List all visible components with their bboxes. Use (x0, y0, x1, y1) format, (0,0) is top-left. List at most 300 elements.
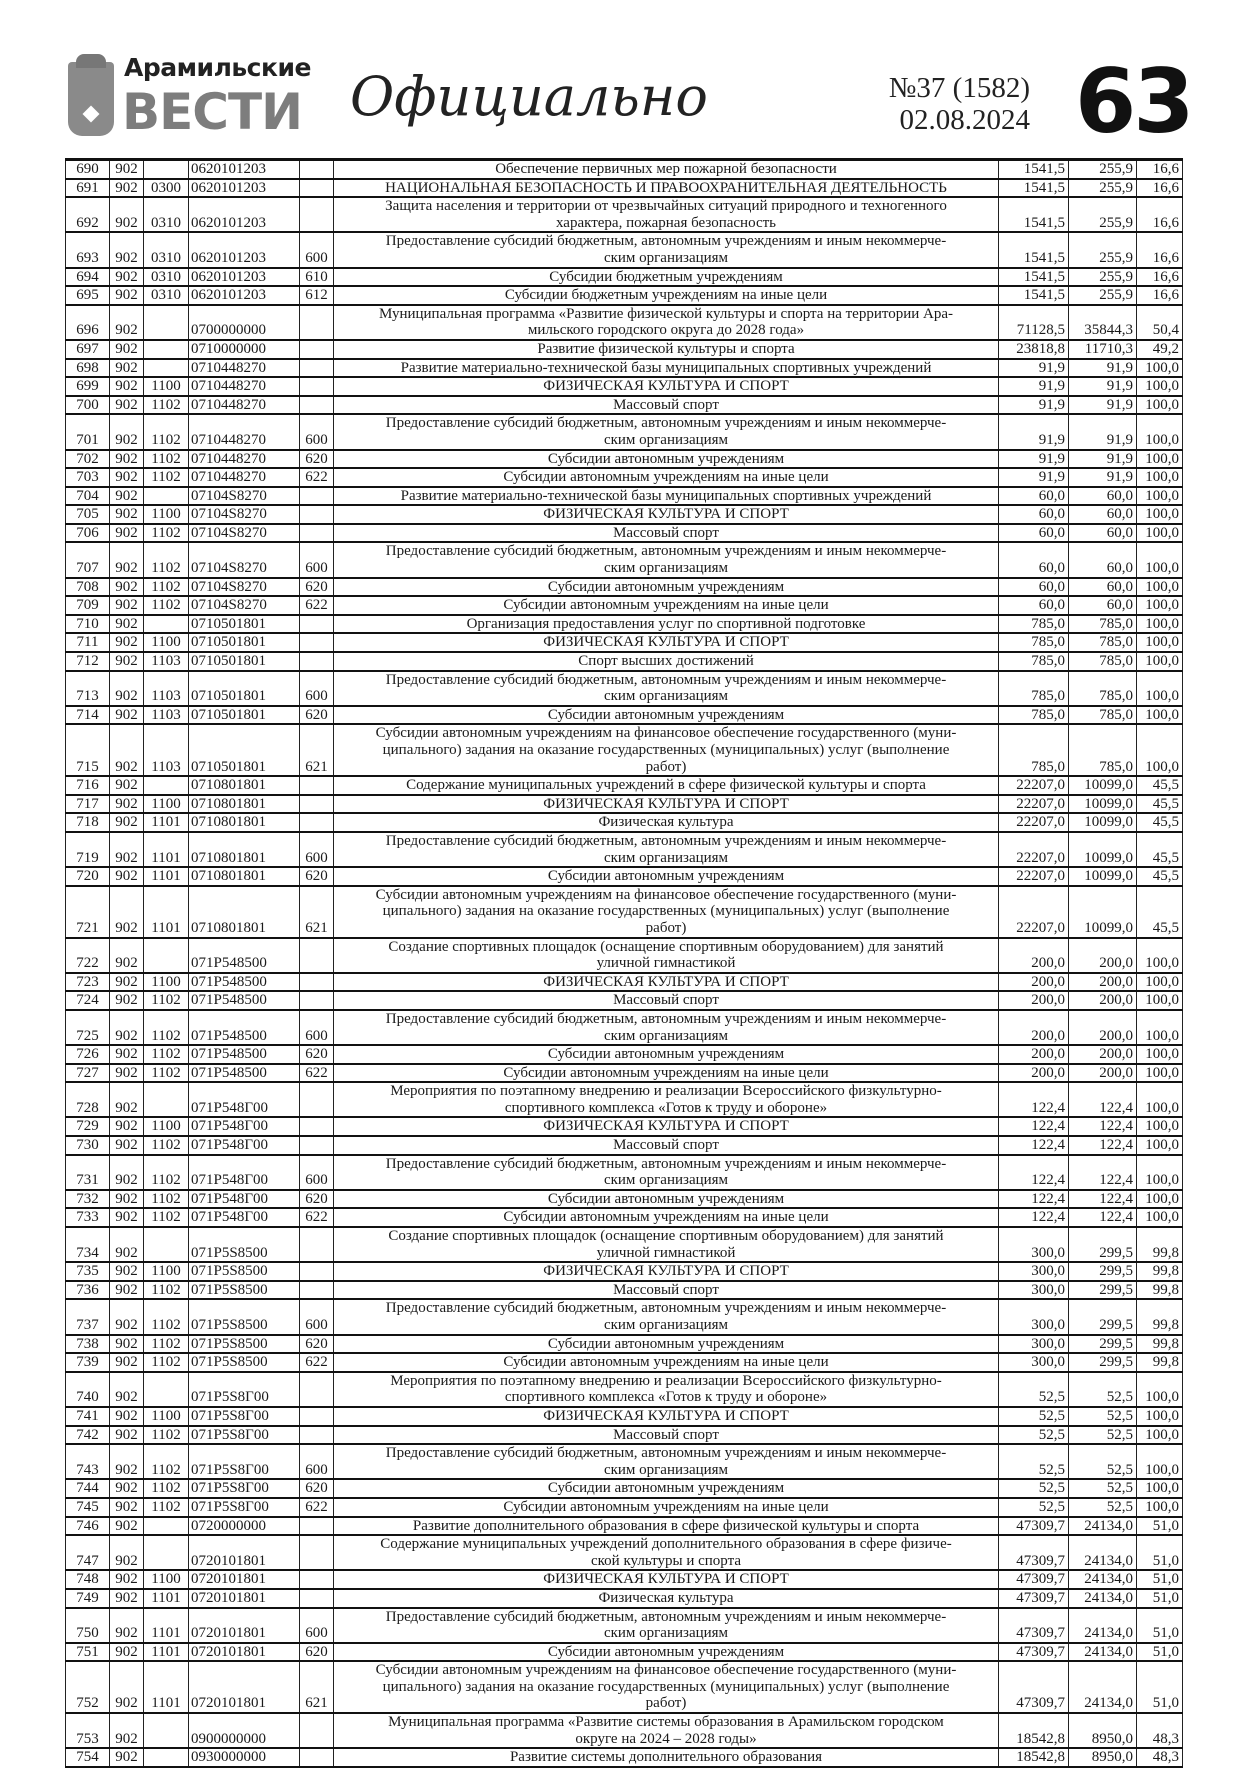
target-code-cell: 071P5S8500 (189, 1353, 300, 1372)
table-row (66, 1372, 1183, 1407)
target-code-cell: 0710448270 (189, 359, 300, 378)
section-code-cell: 0310 (144, 286, 189, 305)
execution-percent-cell: 51,0 (1137, 1589, 1183, 1608)
row-number-cell: 739 (66, 1353, 110, 1372)
executed-amount-cell: 785,0 (1069, 652, 1137, 671)
section-code-cell: 1101 (144, 867, 189, 886)
description-cell (334, 1136, 999, 1155)
expense-type-cell: 620 (300, 1190, 334, 1209)
executed-amount-cell: 10099,0 (1069, 795, 1137, 814)
description-cell (334, 1444, 999, 1479)
executed-amount-cell: 200,0 (1069, 973, 1137, 992)
target-code-cell: 071P5S8500 (189, 1299, 300, 1334)
description-line: ФИЗИЧЕСКАЯ КУЛЬТУРА И СПОРТ (543, 1407, 789, 1424)
planned-amount-cell: 60,0 (999, 487, 1069, 506)
executed-amount-cell: 60,0 (1069, 596, 1137, 615)
admin-code-cell: 902 (110, 1608, 144, 1643)
description-cell (334, 1117, 999, 1136)
execution-percent-cell: 49,2 (1137, 340, 1183, 359)
row-number-cell: 712 (66, 652, 110, 671)
target-code-cell: 071P548500 (189, 1045, 300, 1064)
execution-percent-cell: 100,0 (1137, 724, 1183, 776)
table-row (66, 813, 1183, 832)
budget-table-body (66, 160, 1183, 1767)
description-line: ским организациям (603, 560, 729, 577)
planned-amount-cell: 122,4 (999, 1190, 1069, 1209)
admin-code-cell: 902 (110, 197, 144, 232)
budget-table-wrapper (65, 158, 1182, 1768)
execution-percent-cell: 99,8 (1137, 1227, 1183, 1262)
description-line: уличной гимнастикой (596, 1244, 736, 1261)
description-cell (334, 938, 999, 973)
expense-type-cell: 610 (300, 268, 334, 287)
execution-percent-cell: 100,0 (1137, 1426, 1183, 1445)
table-row (66, 1335, 1183, 1354)
executed-amount-cell: 60,0 (1069, 524, 1137, 543)
description-line: Предоставление субсидий бюджетным, автономным учреждениям и иным некоммерче- (385, 1445, 947, 1462)
planned-amount-cell: 23818,8 (999, 340, 1069, 359)
expense-type-cell (300, 340, 334, 359)
section-code-cell: 1102 (144, 991, 189, 1010)
description-line: Субсидии бюджетным учреждениям на иные цели (504, 287, 828, 304)
row-number-cell: 707 (66, 542, 110, 577)
admin-code-cell: 902 (110, 1064, 144, 1083)
row-number-cell: 703 (66, 468, 110, 487)
description-cell (334, 1372, 999, 1407)
description-line: Субсидии автономным учреждениям (547, 450, 785, 467)
expense-type-cell (300, 487, 334, 506)
section-code-cell: 1102 (144, 1444, 189, 1479)
execution-percent-cell: 100,0 (1137, 578, 1183, 597)
planned-amount-cell: 122,4 (999, 1208, 1069, 1227)
description-cell (334, 1713, 999, 1748)
expense-type-cell (300, 1713, 334, 1748)
planned-amount-cell: 785,0 (999, 671, 1069, 706)
expense-type-cell (300, 1570, 334, 1589)
description-cell (334, 1335, 999, 1354)
description-cell (334, 414, 999, 449)
section-code-cell: 1103 (144, 652, 189, 671)
issue-number: №37 (1582) (888, 72, 1030, 104)
executed-amount-cell: 785,0 (1069, 724, 1137, 776)
description-cell (334, 1155, 999, 1190)
description-cell (334, 179, 999, 198)
table-row (66, 795, 1183, 814)
admin-code-cell: 902 (110, 867, 144, 886)
execution-percent-cell: 100,0 (1137, 652, 1183, 671)
description-line: НАЦИОНАЛЬНАЯ БЕЗОПАСНОСТЬ И ПРАВООХРАНИТЕЛЬНАЯ ДЕЯТЕЛЬНОСТЬ (385, 179, 947, 196)
admin-code-cell: 902 (110, 377, 144, 396)
row-number-cell: 746 (66, 1517, 110, 1536)
section-code-cell (144, 1372, 189, 1407)
planned-amount-cell: 47309,7 (999, 1661, 1069, 1713)
expense-type-cell: 621 (300, 886, 334, 938)
target-code-cell: 071P548Г00 (189, 1155, 300, 1190)
table-row (66, 578, 1183, 597)
planned-amount-cell: 1541,5 (999, 197, 1069, 232)
description-cell (334, 724, 999, 776)
table-row (66, 197, 1183, 232)
expense-type-cell (300, 615, 334, 634)
description-line: Субсидии автономным учреждениям (547, 1190, 785, 1207)
table-row (66, 867, 1183, 886)
admin-code-cell: 902 (110, 1010, 144, 1045)
description-line: Субсидии автономным учреждениям на иные цели (503, 1064, 829, 1081)
planned-amount-cell: 91,9 (999, 396, 1069, 415)
description-line: Создание спортивных площадок (оснащение спортивным оборудованием) для занятий (388, 938, 944, 955)
description-line: ФИЗИЧЕСКАЯ КУЛЬТУРА И СПОРТ (543, 973, 789, 990)
target-code-cell: 071P548Г00 (189, 1136, 300, 1155)
table-row (66, 1570, 1183, 1589)
description-cell (334, 1535, 999, 1570)
planned-amount-cell: 60,0 (999, 524, 1069, 543)
execution-percent-cell: 100,0 (1137, 487, 1183, 506)
description-line: спортивного комплекса «Готов к труду и обороне» (504, 1099, 828, 1116)
admin-code-cell: 902 (110, 487, 144, 506)
table-row (66, 1010, 1183, 1045)
description-line: Предоставление субсидий бюджетным, автономным учреждениям и иным некоммерче- (385, 832, 947, 849)
execution-percent-cell: 50,4 (1137, 305, 1183, 340)
admin-code-cell: 902 (110, 633, 144, 652)
table-row (66, 1643, 1183, 1662)
expense-type-cell (300, 1517, 334, 1536)
section-code-cell: 1102 (144, 1479, 189, 1498)
row-number-cell: 714 (66, 706, 110, 725)
row-number-cell: 747 (66, 1535, 110, 1570)
execution-percent-cell: 100,0 (1137, 938, 1183, 973)
table-row (66, 596, 1183, 615)
description-cell (334, 1608, 999, 1643)
target-code-cell: 07104S8270 (189, 487, 300, 506)
admin-code-cell: 902 (110, 414, 144, 449)
row-number-cell: 713 (66, 671, 110, 706)
executed-amount-cell: 60,0 (1069, 578, 1137, 597)
description-line: ФИЗИЧЕСКАЯ КУЛЬТУРА И СПОРТ (543, 506, 789, 523)
row-number-cell: 741 (66, 1407, 110, 1426)
description-cell (334, 596, 999, 615)
admin-code-cell: 902 (110, 524, 144, 543)
description-line: работ) (645, 919, 687, 936)
planned-amount-cell: 91,9 (999, 377, 1069, 396)
row-number-cell: 696 (66, 305, 110, 340)
table-row (66, 1426, 1183, 1445)
target-code-cell: 07104S8270 (189, 505, 300, 524)
description-cell (334, 1082, 999, 1117)
section-code-cell: 1101 (144, 886, 189, 938)
description-cell (334, 505, 999, 524)
description-cell (334, 1643, 999, 1662)
admin-code-cell: 902 (110, 1589, 144, 1608)
description-line: Создание спортивных площадок (оснащение спортивным оборудованием) для занятий (388, 1228, 944, 1245)
table-row (66, 542, 1183, 577)
executed-amount-cell: 8950,0 (1069, 1748, 1137, 1767)
planned-amount-cell: 91,9 (999, 414, 1069, 449)
planned-amount-cell: 47309,7 (999, 1643, 1069, 1662)
planned-amount-cell: 122,4 (999, 1082, 1069, 1117)
executed-amount-cell: 10099,0 (1069, 867, 1137, 886)
target-code-cell: 0620101203 (189, 286, 300, 305)
executed-amount-cell: 24134,0 (1069, 1608, 1137, 1643)
target-code-cell: 0710801801 (189, 776, 300, 795)
section-code-cell: 1102 (144, 524, 189, 543)
admin-code-cell: 902 (110, 542, 144, 577)
planned-amount-cell: 300,0 (999, 1353, 1069, 1372)
section-code-cell: 1102 (144, 396, 189, 415)
target-code-cell: 0720101801 (189, 1608, 300, 1643)
planned-amount-cell: 1541,5 (999, 286, 1069, 305)
expense-type-cell: 600 (300, 542, 334, 577)
target-code-cell: 0720101801 (189, 1570, 300, 1589)
section-code-cell (144, 938, 189, 973)
description-line: ФИЗИЧЕСКАЯ КУЛЬТУРА И СПОРТ (543, 634, 789, 651)
section-code-cell: 1102 (144, 1498, 189, 1517)
section-code-cell (144, 776, 189, 795)
expense-type-cell (300, 1372, 334, 1407)
expense-type-cell (300, 1262, 334, 1281)
description-cell (334, 160, 999, 179)
target-code-cell: 071P548500 (189, 991, 300, 1010)
admin-code-cell: 902 (110, 160, 144, 179)
execution-percent-cell: 100,0 (1137, 671, 1183, 706)
description-cell (334, 450, 999, 469)
executed-amount-cell: 299,5 (1069, 1262, 1137, 1281)
execution-percent-cell: 45,5 (1137, 867, 1183, 886)
planned-amount-cell: 200,0 (999, 1045, 1069, 1064)
execution-percent-cell: 100,0 (1137, 414, 1183, 449)
expense-type-cell (300, 505, 334, 524)
section-code-cell (144, 487, 189, 506)
row-number-cell: 752 (66, 1661, 110, 1713)
description-line: ФИЗИЧЕСКАЯ КУЛЬТУРА И СПОРТ (543, 1263, 789, 1280)
admin-code-cell: 902 (110, 1136, 144, 1155)
row-number-cell: 729 (66, 1117, 110, 1136)
row-number-cell: 738 (66, 1335, 110, 1354)
section-code-cell: 1102 (144, 1281, 189, 1300)
row-number-cell: 726 (66, 1045, 110, 1064)
admin-code-cell: 902 (110, 973, 144, 992)
execution-percent-cell: 51,0 (1137, 1661, 1183, 1713)
table-row (66, 1190, 1183, 1209)
row-number-cell: 722 (66, 938, 110, 973)
description-line: ФИЗИЧЕСКАЯ КУЛЬТУРА И СПОРТ (543, 1571, 789, 1588)
row-number-cell: 711 (66, 633, 110, 652)
executed-amount-cell: 785,0 (1069, 671, 1137, 706)
expense-type-cell: 600 (300, 232, 334, 267)
executed-amount-cell: 91,9 (1069, 396, 1137, 415)
executed-amount-cell: 299,5 (1069, 1281, 1137, 1300)
expense-type-cell (300, 1227, 334, 1262)
description-line: Предоставление субсидий бюджетным, автономным учреждениям и иным некоммерче- (385, 543, 947, 560)
planned-amount-cell: 22207,0 (999, 813, 1069, 832)
execution-percent-cell: 100,0 (1137, 450, 1183, 469)
expense-type-cell (300, 973, 334, 992)
execution-percent-cell: 100,0 (1137, 1208, 1183, 1227)
description-line: ФИЗИЧЕСКАЯ КУЛЬТУРА И СПОРТ (543, 1118, 789, 1135)
admin-code-cell: 902 (110, 359, 144, 378)
table-row (66, 286, 1183, 305)
executed-amount-cell: 24134,0 (1069, 1643, 1137, 1662)
planned-amount-cell: 200,0 (999, 1064, 1069, 1083)
section-code-cell (144, 160, 189, 179)
description-line: Субсидии автономным учреждениям (547, 868, 785, 885)
admin-code-cell: 902 (110, 1281, 144, 1300)
section-code-cell: 1102 (144, 1190, 189, 1209)
table-row (66, 377, 1183, 396)
description-cell (334, 1517, 999, 1536)
execution-percent-cell: 100,0 (1137, 1479, 1183, 1498)
description-cell (334, 973, 999, 992)
target-code-cell: 0720101801 (189, 1661, 300, 1713)
expense-type-cell (300, 524, 334, 543)
execution-percent-cell: 99,8 (1137, 1262, 1183, 1281)
description-line: Развитие системы дополнительного образования (509, 1749, 823, 1766)
description-cell (334, 359, 999, 378)
description-cell (334, 1570, 999, 1589)
description-line: Субсидии автономным учреждениям (547, 1335, 785, 1352)
expense-type-cell: 622 (300, 1353, 334, 1372)
target-code-cell: 0620101203 (189, 197, 300, 232)
executed-amount-cell: 91,9 (1069, 377, 1137, 396)
target-code-cell: 071P548500 (189, 973, 300, 992)
admin-code-cell: 902 (110, 813, 144, 832)
planned-amount-cell: 1541,5 (999, 179, 1069, 198)
planned-amount-cell: 47309,7 (999, 1535, 1069, 1570)
description-cell (334, 197, 999, 232)
expense-type-cell (300, 179, 334, 198)
planned-amount-cell: 22207,0 (999, 776, 1069, 795)
table-row (66, 1608, 1183, 1643)
description-line: Массовый спорт (613, 1137, 719, 1154)
expense-type-cell: 622 (300, 1498, 334, 1517)
description-line: Предоставление субсидий бюджетным, автономным учреждениям и иным некоммерче- (385, 1300, 947, 1317)
description-line: Субсидии автономным учреждениям на финансовое обеспечение государственного (муни- (375, 725, 957, 742)
target-code-cell: 0710801801 (189, 832, 300, 867)
row-number-cell: 699 (66, 377, 110, 396)
planned-amount-cell: 122,4 (999, 1155, 1069, 1190)
row-number-cell: 731 (66, 1155, 110, 1190)
table-row (66, 776, 1183, 795)
description-line: ским организациям (603, 1625, 729, 1642)
table-row (66, 396, 1183, 415)
target-code-cell: 07104S8270 (189, 542, 300, 577)
planned-amount-cell: 122,4 (999, 1117, 1069, 1136)
table-row (66, 1661, 1183, 1713)
execution-percent-cell: 45,5 (1137, 886, 1183, 938)
admin-code-cell: 902 (110, 1748, 144, 1767)
execution-percent-cell: 99,8 (1137, 1281, 1183, 1300)
description-line: Субсидии автономным учреждениям (547, 1046, 785, 1063)
expense-type-cell (300, 1535, 334, 1570)
executed-amount-cell: 91,9 (1069, 450, 1137, 469)
issue-date: 02.08.2024 (899, 104, 1030, 136)
section-code-cell: 1102 (144, 450, 189, 469)
row-number-cell: 700 (66, 396, 110, 415)
admin-code-cell: 902 (110, 671, 144, 706)
expense-type-cell: 622 (300, 1064, 334, 1083)
row-number-cell: 727 (66, 1064, 110, 1083)
description-line: Субсидии бюджетным учреждениям (549, 268, 783, 285)
row-number-cell: 728 (66, 1082, 110, 1117)
admin-code-cell: 902 (110, 1713, 144, 1748)
target-code-cell: 0720101801 (189, 1643, 300, 1662)
admin-code-cell: 902 (110, 396, 144, 415)
admin-code-cell: 902 (110, 991, 144, 1010)
expense-type-cell: 620 (300, 867, 334, 886)
section-code-cell: 1102 (144, 542, 189, 577)
description-cell (334, 305, 999, 340)
row-number-cell: 695 (66, 286, 110, 305)
row-number-cell: 702 (66, 450, 110, 469)
description-line: характера, пожарная безопасность (556, 214, 776, 231)
expense-type-cell: 600 (300, 1155, 334, 1190)
expense-type-cell: 620 (300, 1045, 334, 1064)
table-row (66, 1479, 1183, 1498)
execution-percent-cell: 99,8 (1137, 1335, 1183, 1354)
row-number-cell: 743 (66, 1444, 110, 1479)
section-code-cell: 1101 (144, 832, 189, 867)
description-cell (334, 1262, 999, 1281)
table-row (66, 1589, 1183, 1608)
planned-amount-cell: 200,0 (999, 1010, 1069, 1045)
table-row (66, 232, 1183, 267)
description-line: Предоставление субсидий бюджетным, автономным учреждениям и иным некоммерче- (385, 1155, 947, 1172)
target-code-cell: 0710501801 (189, 706, 300, 725)
expense-type-cell: 620 (300, 1335, 334, 1354)
planned-amount-cell: 60,0 (999, 578, 1069, 597)
section-code-cell: 1102 (144, 1136, 189, 1155)
admin-code-cell: 902 (110, 1299, 144, 1334)
target-code-cell: 071P5S8500 (189, 1281, 300, 1300)
section-code-cell: 0310 (144, 197, 189, 232)
executed-amount-cell: 200,0 (1069, 1064, 1137, 1083)
table-row (66, 468, 1183, 487)
expense-type-cell: 620 (300, 450, 334, 469)
admin-code-cell: 902 (110, 179, 144, 198)
description-line: Предоставление субсидий бюджетным, автономным учреждениям и иным некоммерче- (385, 415, 947, 432)
description-cell (334, 1010, 999, 1045)
execution-percent-cell: 16,6 (1137, 179, 1183, 198)
section-code-cell: 0310 (144, 268, 189, 287)
expense-type-cell: 600 (300, 671, 334, 706)
description-line: Массовый спорт (613, 1281, 719, 1298)
target-code-cell: 0620101203 (189, 232, 300, 267)
execution-percent-cell: 51,0 (1137, 1517, 1183, 1536)
executed-amount-cell: 24134,0 (1069, 1570, 1137, 1589)
planned-amount-cell: 200,0 (999, 973, 1069, 992)
section-code-cell: 1102 (144, 1426, 189, 1445)
description-line: Массовый спорт (613, 1426, 719, 1443)
description-line: Субсидии автономным учреждениям на иные цели (503, 469, 829, 486)
row-number-cell: 701 (66, 414, 110, 449)
description-line: Субсидии автономным учреждениям на финансовое обеспечение государственного (муни- (375, 1662, 957, 1679)
description-cell (334, 886, 999, 938)
target-code-cell: 07104S8270 (189, 578, 300, 597)
table-row (66, 1136, 1183, 1155)
description-cell (334, 340, 999, 359)
table-row (66, 1535, 1183, 1570)
table-row (66, 1444, 1183, 1479)
admin-code-cell: 902 (110, 832, 144, 867)
description-line: ципального) задания на оказание государственных (муниципальных) услуг (выполнение (382, 903, 950, 920)
table-row (66, 450, 1183, 469)
target-code-cell: 0620101203 (189, 160, 300, 179)
executed-amount-cell: 10099,0 (1069, 886, 1137, 938)
row-number-cell: 709 (66, 596, 110, 615)
target-code-cell: 071P548Г00 (189, 1208, 300, 1227)
expense-type-cell (300, 652, 334, 671)
target-code-cell: 0710501801 (189, 633, 300, 652)
executed-amount-cell: 91,9 (1069, 468, 1137, 487)
